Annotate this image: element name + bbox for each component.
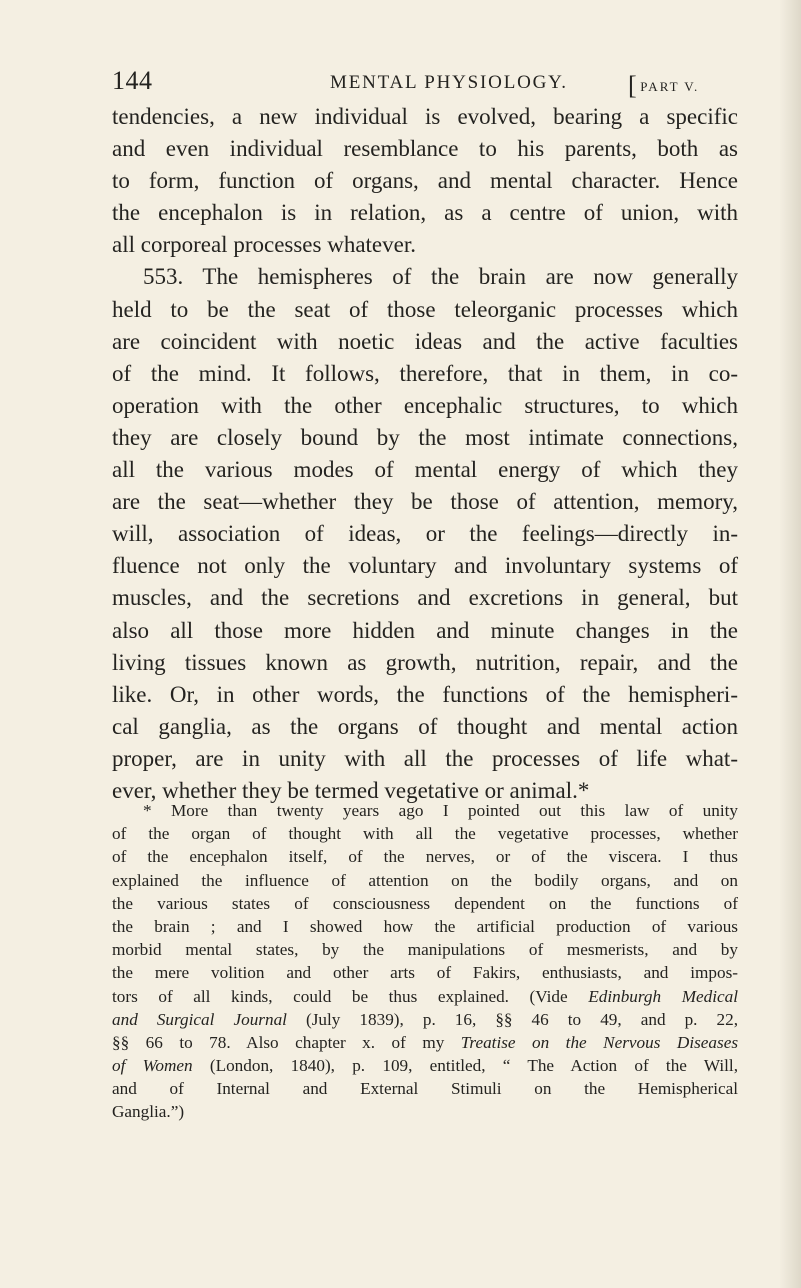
part-label (628, 68, 699, 98)
body-line: the encephalon is in relation, as a centre of union, with (112, 200, 738, 226)
body-line: like. Or, in other words, the functions of the hemispheri- (112, 681, 738, 707)
footnote-line: explained the influence of attention on the bodily organs, and on (112, 870, 738, 890)
body-line: to form, function of organs, and mental character. Hence (112, 168, 738, 194)
footnote-line (112, 1008, 738, 1031)
page-header (112, 66, 738, 106)
body-line: tendencies, a new individual is evolved, bearing a specific (112, 104, 738, 129)
footnote-line: and of Internal and External Stimuli on the Hemispherical (112, 1079, 738, 1099)
footnote-text: (London, 1840), p. 109, entitled, “ The Action of the Will, (209, 1056, 739, 1076)
body-line: will, association of ideas, or the feelings—directly in- (112, 521, 738, 547)
body-line: all the various modes of mental energy of which they (112, 457, 738, 483)
footnote-text: tors of all kinds, could be thus explained. (Vide (112, 986, 568, 1006)
journal-title-italic: Edinburgh Medical (588, 986, 739, 1006)
footnote-line: the various states of consciousness dependent on the functions of (112, 893, 738, 913)
part-label-text: PART V. (640, 79, 700, 94)
body-line: they are closely bound by the most intimate connections, (112, 424, 738, 450)
footnote-line (112, 1054, 738, 1077)
body-line: held to be the seat of those teleorganic processes which (112, 296, 738, 322)
running-title: MENTAL PHYSIOLOGY. (330, 72, 568, 93)
body-line: of the mind. It follows, therefore, that in them, in co- (112, 360, 738, 386)
footnote-text: (July 1839), p. 16, §§ 46 to 49, and p. 22, (306, 1009, 738, 1029)
footnote-line: of the organ of thought with all the vegetative processes, whether (112, 824, 738, 844)
body-line: living tissues known as growth, nutrition, repair, and the (112, 649, 738, 675)
body-line: are the seat—whether they be those of attention, memory, (112, 489, 738, 515)
body-line: cal ganglia, as the organs of thought and mental action (112, 713, 738, 739)
body-line: muscles, and the secretions and excretions in general, but (112, 585, 738, 611)
body-text (112, 101, 738, 807)
body-line: fluence not only the voluntary and involuntary systems of (112, 553, 738, 579)
treatise-title-italic: of Women (112, 1056, 193, 1076)
body-line: and even individual resemblance to his parents, both as (112, 136, 738, 162)
body-line: proper, are in unity with all the processes of life what- (112, 745, 738, 771)
footnote-line (112, 985, 738, 1008)
part-label-bracket: [ (628, 71, 638, 100)
footnote-line: Ganglia.”) (112, 1102, 185, 1122)
footnote (112, 799, 738, 1124)
paragraph-553-start: 553. The hemispheres of the brain are now generally (143, 264, 738, 290)
footnote-line: * More than twenty years ago I pointed out this law of unity (143, 801, 738, 820)
page-number: 144 (112, 66, 153, 95)
journal-title-italic: and Surgical Journal (112, 1009, 287, 1029)
body-line: are coincident with noetic ideas and the active faculties (112, 328, 738, 354)
treatise-title-italic: Treatise on the Nervous Diseases (460, 1032, 739, 1052)
footnote-text: §§ 66 to 78. Also chapter x. of my (112, 1032, 445, 1052)
body-line: also all those more hidden and minute changes in the (112, 617, 738, 643)
body-line: all corporeal processes whatever. (112, 232, 416, 258)
body-line: operation with the other encephalic structures, to which (112, 392, 738, 418)
footnote-line: the brain ; and I showed how the artificial production of various (112, 916, 738, 936)
footnote-line (112, 1031, 738, 1054)
body-line: ever, whether they be termed vegetative or animal.* (112, 777, 590, 803)
footnote-line: the mere volition and other arts of Fakirs, enthusiasts, and impos- (112, 963, 738, 983)
page-edge-shadow (779, 0, 801, 1288)
footnote-line: morbid mental states, by the manipulations of mesmerists, and by (112, 940, 738, 960)
footnote-line: of the encephalon itself, of the nerves, or of the viscera. I thus (112, 847, 738, 867)
